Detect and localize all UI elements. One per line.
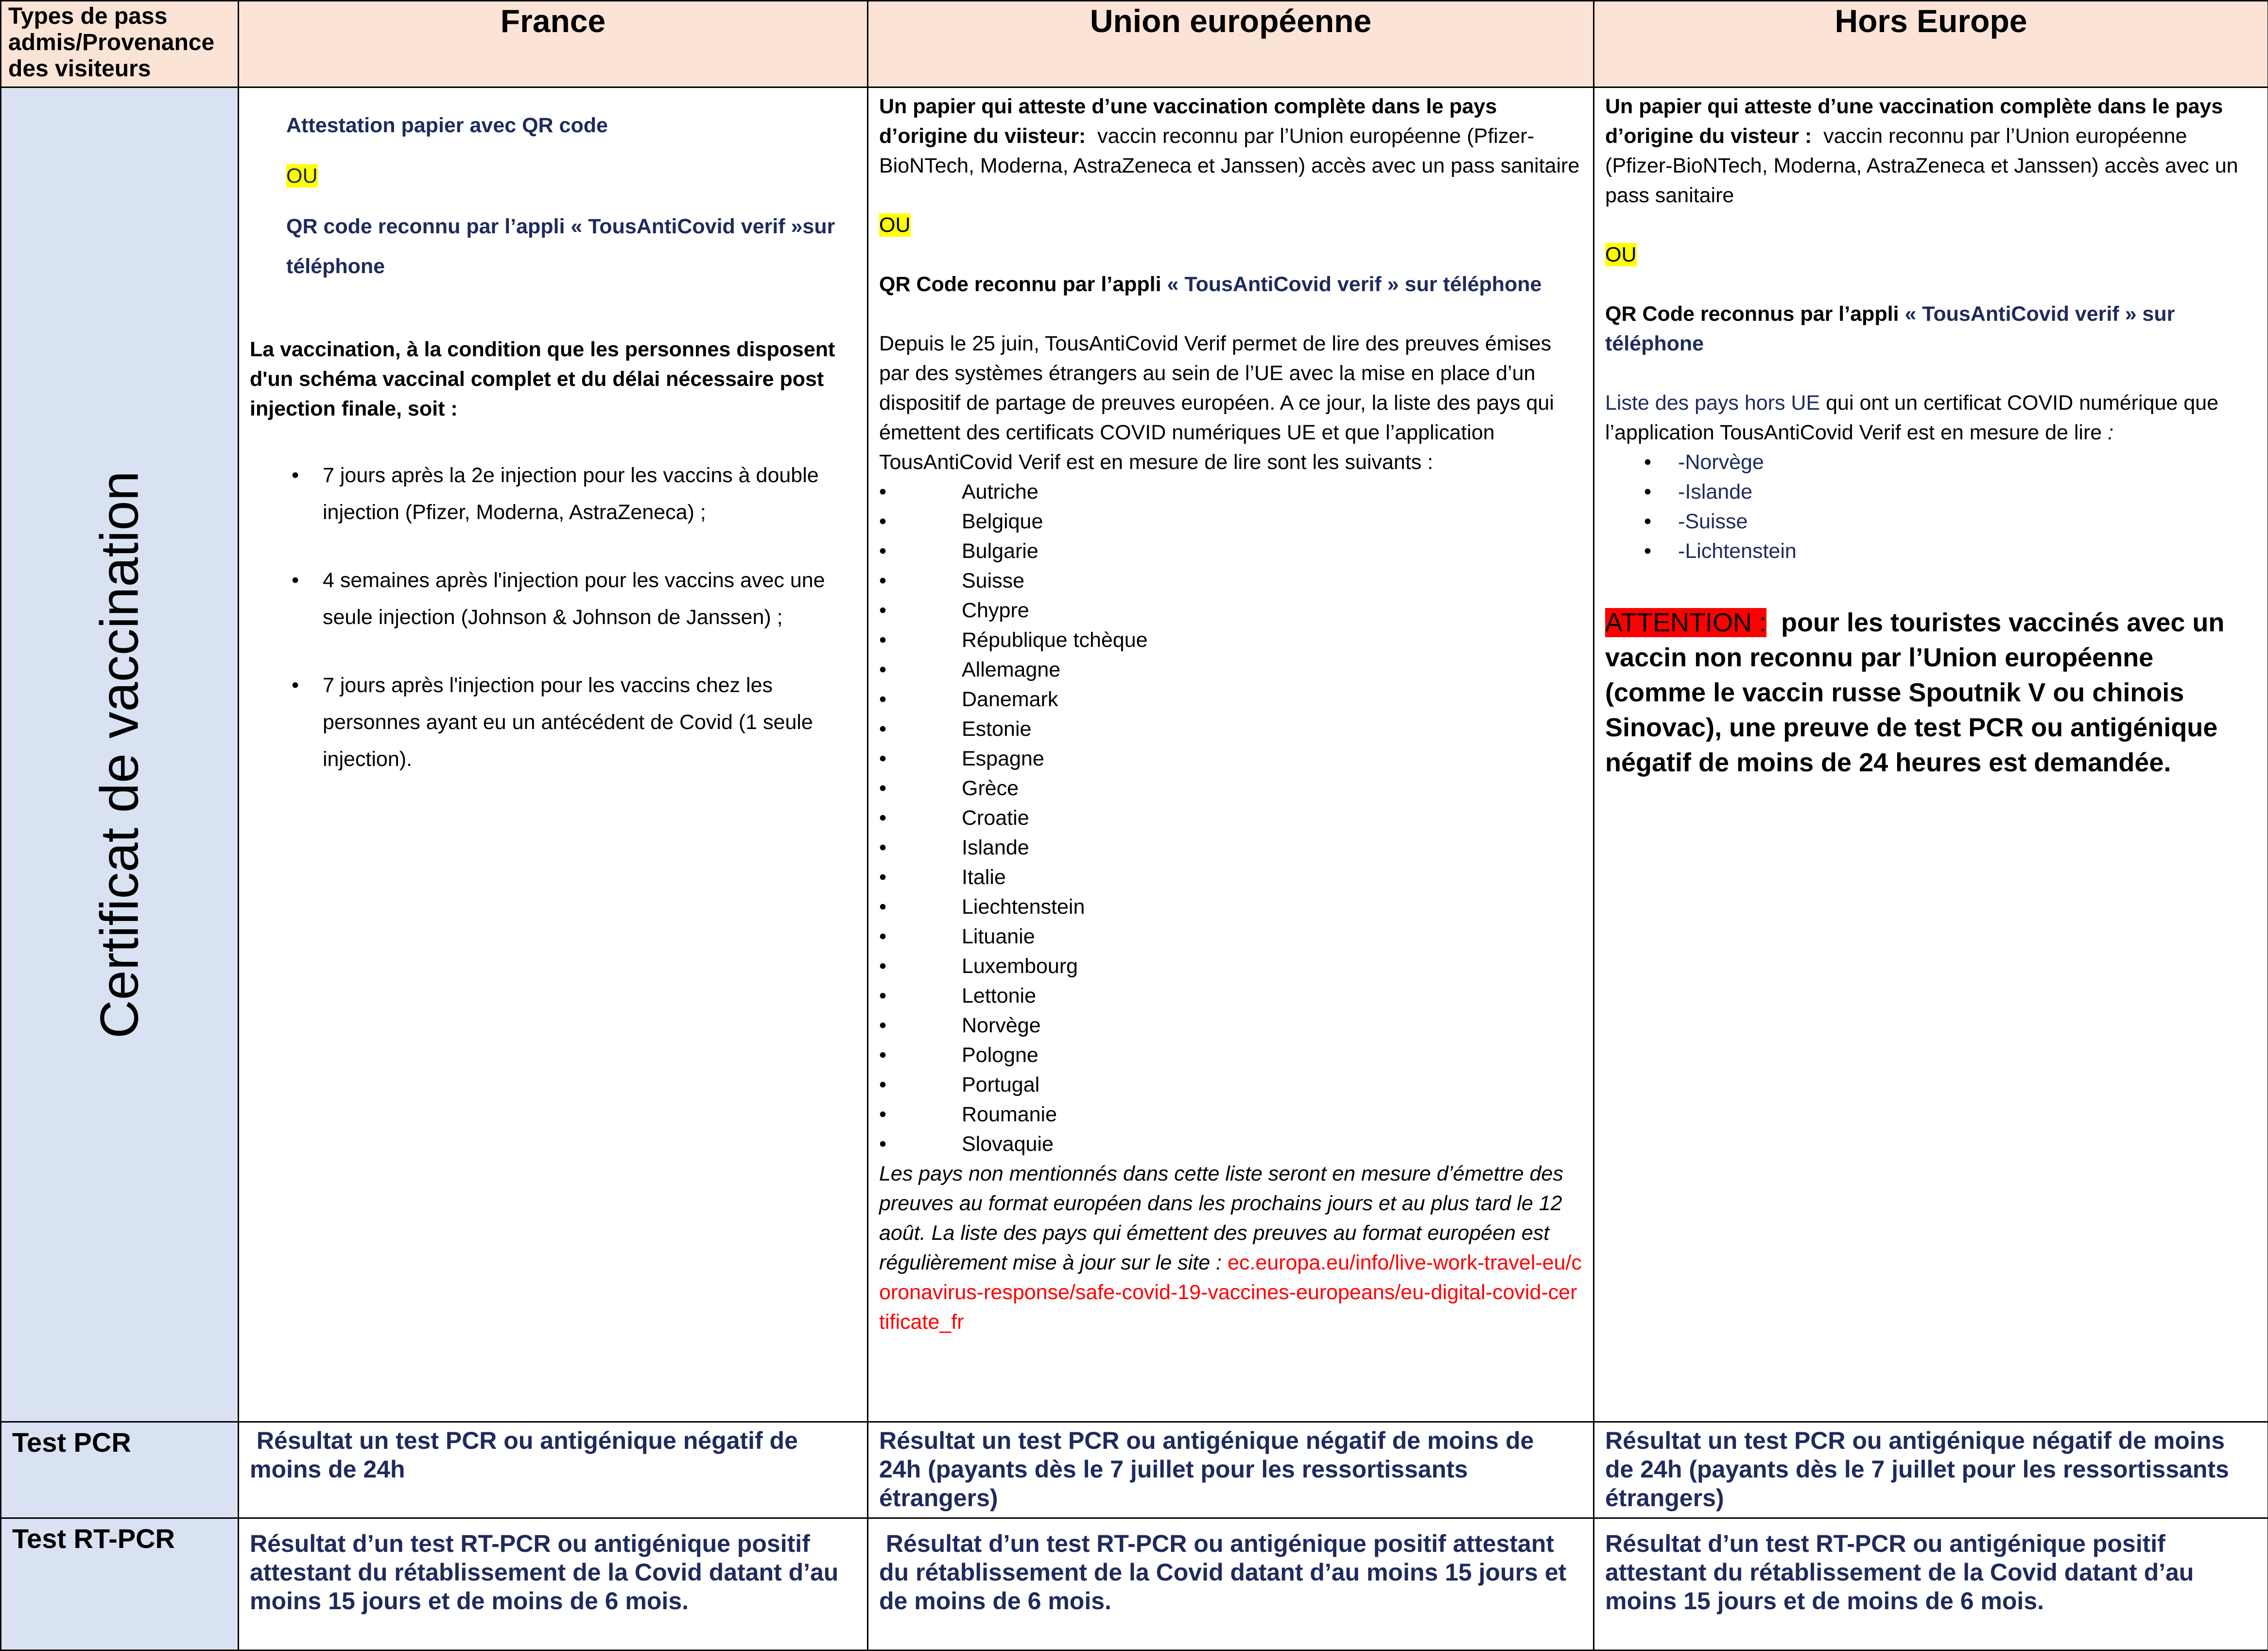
france-delay-item: • 7 jours après l'injection pour les vaccins chez les personnes ayant eu un antécédent de Covid (1 seule injection).	[250, 667, 856, 778]
eu-country: • Autriche	[879, 477, 1582, 507]
hors-country: • -Lichtenstein	[1605, 537, 2257, 566]
hors-list-link: Liste des pays hors UE	[1605, 391, 1820, 415]
pcr-hors-europe-cell: Résultat un test PCR ou antigénique négatif de moins de 24h (payants dès le 7 juillet pour les ressortissants étrangers)	[1594, 1422, 2268, 1518]
eu-country: • Portugal	[879, 1070, 1582, 1100]
france-ou: OU	[286, 164, 318, 188]
hors-intro-rest: vaccin reconnu par l’Union européenne (Pfizer-BioNTech, Moderna, AstraZeneca et Janssen) accès avec un pass sanitaire	[1605, 124, 2238, 207]
eu-country: • Pologne	[879, 1041, 1582, 1070]
eu-note: Les pays non mentionnés dans cette liste seront en mesure d’émettre des preuves au format européen dans les prochains jours et au plus tard le 12 août. La liste des pays qui émettent des preuves au format européen est régulièrement mise à jour sur le site :	[879, 1162, 1563, 1274]
france-delay-item: • 4 semaines après l'injection pour les vaccins avec une seule injection (Johnson & Johnson de Janssen) ;	[250, 562, 856, 636]
hors-country-list	[1605, 448, 2257, 566]
eu-country: • Lituanie	[879, 922, 1582, 952]
column-header-eu: Union européenne	[868, 1, 1594, 87]
hors-intro-bold: Un papier qui atteste d’une vaccination complète dans le pays d’origine du visteur :	[1605, 95, 2223, 148]
eu-country: • Danemark	[879, 685, 1582, 714]
rtpcr-france-cell: Résultat d’un test RT-PCR ou antigénique positif attestant du rétablissement de la Covid datant d’au moins 15 jours et de moins de 6 mois.	[239, 1518, 868, 1651]
column-header-france: France	[239, 1, 868, 87]
eu-ou: OU	[879, 213, 911, 237]
eu-intro-rest: vaccin reconnu par l’Union européenne (Pfizer-BioNTech, Moderna, AstraZeneca et Janssen) accès avec un pass sanitaire	[879, 124, 1579, 177]
eu-country: • Slovaquie	[879, 1130, 1582, 1159]
vaccination-france-cell	[239, 87, 868, 1422]
eu-paragraph: Depuis le 25 juin, TousAntiCovid Verif permet de lire des preuves émises par des systèmes étrangers au sein de l’UE avec la mise en place d’un dispositif de partage de preuves européen. A ce jour, la liste des pays qui émettent des certificats COVID numériques UE et que l’application TousAntiCovid Verif est en mesure de lire sont les suivants :	[879, 329, 1582, 477]
pcr-eu-cell: Résultat un test PCR ou antigénique négatif de moins de 24h (payants dès le 7 juillet pour les ressortissants étrangers)	[868, 1422, 1594, 1518]
eu-country: • Chypre	[879, 596, 1582, 626]
eu-country: • Espagne	[879, 744, 1582, 774]
eu-qr-bold: QR Code reconnu par l’appli	[879, 273, 1161, 296]
eu-country: • Suisse	[879, 566, 1582, 596]
corner-header: Types de pass admis/Provenance des visiteurs	[1, 1, 239, 87]
hors-country: • -Norvège	[1605, 448, 2257, 477]
row-header-vaccination	[1, 87, 239, 1422]
vaccination-hors-europe-cell	[1594, 87, 2268, 1422]
eu-country: • Lettonie	[879, 981, 1582, 1011]
eu-country: • Grèce	[879, 774, 1582, 803]
eu-country: • République tchèque	[879, 626, 1582, 655]
eu-country-list	[879, 477, 1582, 1159]
row-header-pcr: Test PCR	[1, 1422, 239, 1518]
hors-warning: pour les touristes vaccinés avec un vaccin non reconnu par l’Union européenne (comme le vaccin russe Spoutnik V ou chinois Sinovac), une preuve de test PCR ou antigénique négatif de moins de 24 heures est demandée.	[1605, 608, 2224, 777]
eu-country: • Estonie	[879, 714, 1582, 744]
france-delay-list	[250, 457, 856, 778]
hors-list-intro: qui ont un certificat COVID numérique que l’application TousAntiCovid Verif est en mesure de lire	[1605, 391, 2218, 444]
eu-country: • Roumanie	[879, 1100, 1582, 1130]
france-delay-item: • 7 jours après la 2e injection pour les vaccins à double injection (Pfizer, Moderna, AstraZeneca) ;	[250, 457, 856, 531]
eu-country: • Islande	[879, 833, 1582, 863]
row-header-rtpcr: Test RT-PCR	[1, 1518, 239, 1651]
vaccination-label: Certificat de vaccination	[89, 471, 151, 1039]
france-qr-app: QR code reconnu par l’appli « TousAntiCovid verif »sur téléphone	[286, 207, 856, 286]
hors-country: • -Suisse	[1605, 507, 2257, 537]
rtpcr-row	[1, 1518, 2268, 1651]
attention-badge: ATTENTION :	[1605, 608, 1766, 637]
pcr-france-cell: Résultat un test PCR ou antigénique négatif de moins de 24h	[239, 1422, 868, 1518]
eu-country: • Belgique	[879, 507, 1582, 537]
eu-country: • Allemagne	[879, 655, 1582, 685]
eu-country: • Luxembourg	[879, 952, 1582, 981]
eu-intro-bold: Un papier qui atteste d’une vaccination complète dans le pays d’origine du viisteur:	[879, 95, 1497, 148]
eu-country: • Norvège	[879, 1011, 1582, 1041]
hors-ou: OU	[1605, 243, 1637, 266]
eu-country: • Croatie	[879, 803, 1582, 833]
france-condition: La vaccination, à la condition que les personnes disposent d'un schéma vaccinal complet et du délai nécessaire post injection finale, soit :	[250, 335, 856, 424]
vaccination-eu-cell	[868, 87, 1594, 1422]
hors-qr-bold: QR Code reconnus par l’appli	[1605, 302, 1899, 326]
eu-certificate-link[interactable]: ec.europa.eu/info/live-work-travel-eu/coronavirus-response/safe-covid-19-vaccines-europeans/eu-digital-covid-certificate_fr	[879, 1251, 1582, 1334]
rtpcr-eu-cell: Résultat d’un test RT-PCR ou antigénique positif attestant du rétablissement de la Covid datant d’au moins 15 jours et de moins de 6 mois.	[868, 1518, 1594, 1651]
eu-country: • Liechtenstein	[879, 892, 1582, 922]
france-paper-qr: Attestation papier avec QR code	[286, 105, 856, 145]
rtpcr-hors-europe-cell: Résultat d’un test RT-PCR ou antigénique positif attestant du rétablissement de la Covid datant d’au moins 15 jours et de moins de 6 mois.	[1594, 1518, 2268, 1651]
header-row	[1, 1, 2268, 87]
column-header-hors-europe: Hors Europe	[1594, 1, 2268, 87]
eu-qr-app: « TousAntiCovid verif » sur téléphone	[1167, 273, 1542, 296]
eu-country: • Italie	[879, 863, 1582, 892]
pcr-row	[1, 1422, 2268, 1518]
hors-country: • -Islande	[1605, 477, 2257, 507]
vaccination-row	[1, 87, 2268, 1422]
eu-country: • Bulgarie	[879, 537, 1582, 566]
hors-list-colon: :	[2108, 421, 2113, 444]
hors-qr-app: « TousAntiCovid verif » sur téléphone	[1605, 302, 2175, 355]
